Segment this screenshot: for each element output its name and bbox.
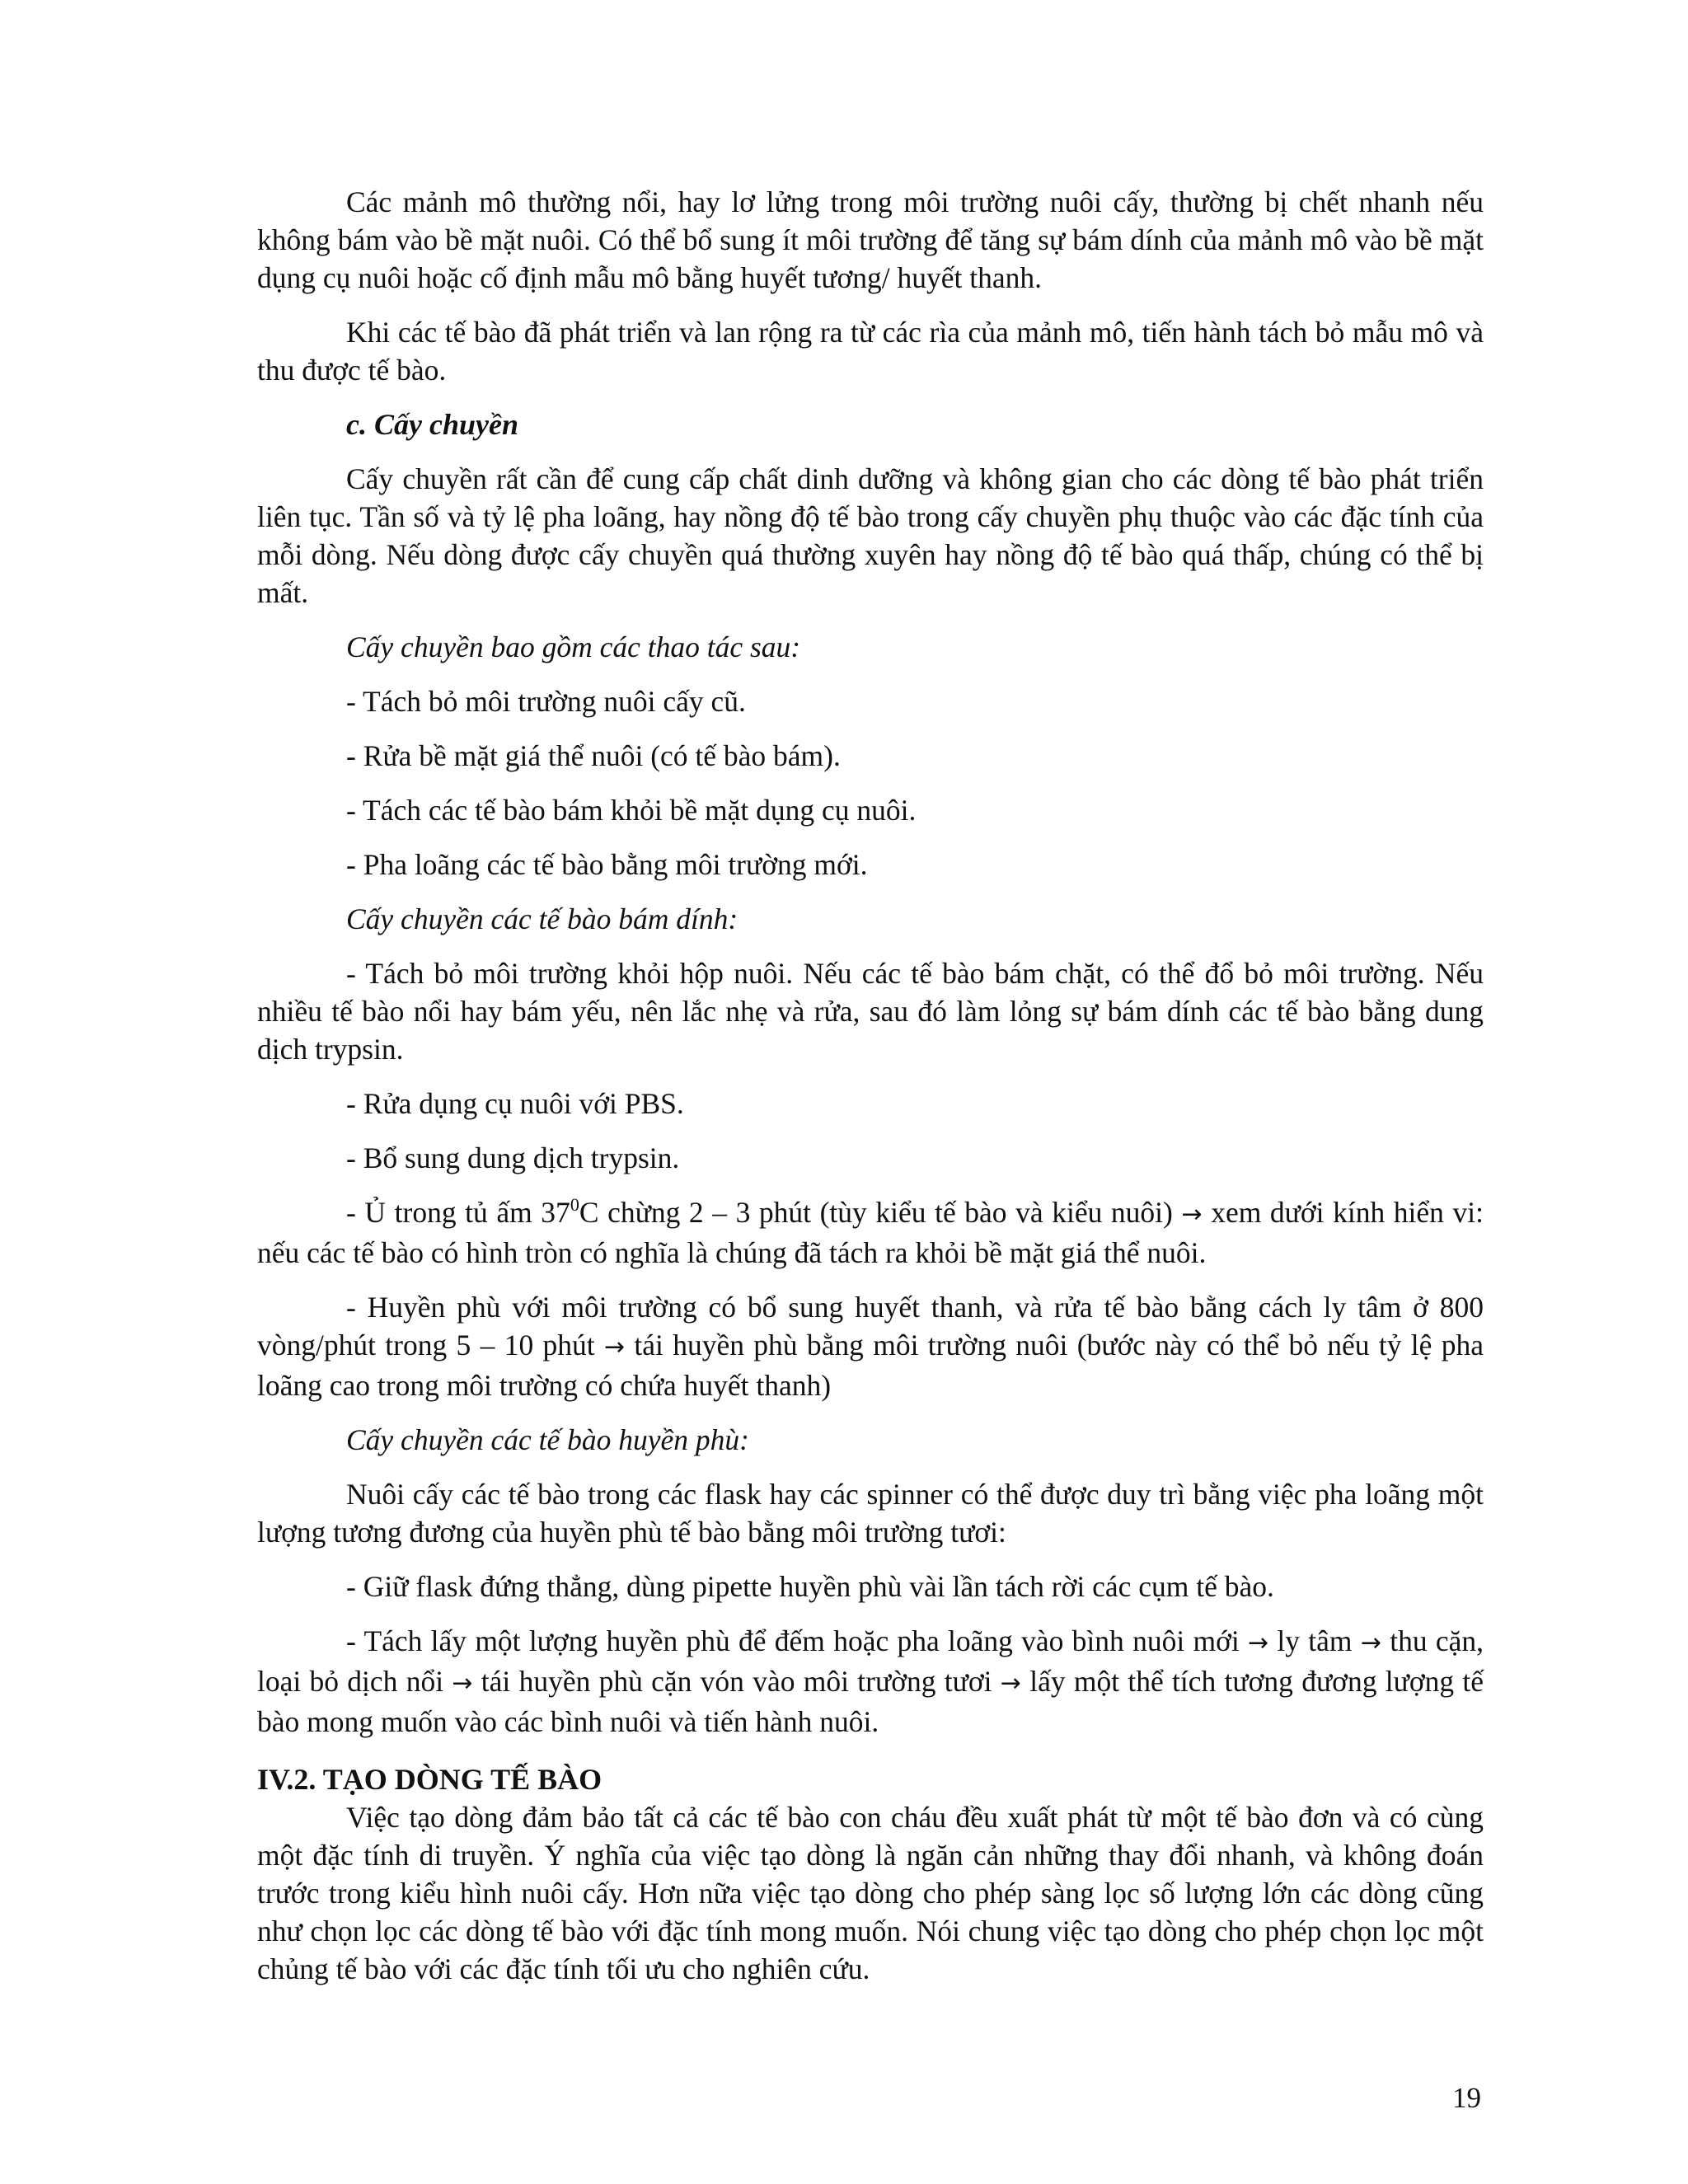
adherent-heading: Cấy chuyền các tế bào bám dính:: [346, 902, 738, 935]
section-heading-cloning: IV.2. TẠO DÒNG TẾ BÀO: [257, 1763, 603, 1796]
paragraph-cells-spread: Khi các tế bào đã phát triển và lan rộng ra từ các rìa của mảnh mô, tiến hành tách bỏ mẫu mô và thu được tế bào.: [257, 316, 1484, 387]
suspension-heading: Cấy chuyền các tế bào huyền phù:: [346, 1423, 749, 1456]
paragraph-cloning: Việc tạo dòng đảm bảo tất cả các tế bào con cháu đều xuất phát từ một tế bào đơn và có cùng một đặc tính di truyền. Ý nghĩa của việc tạo dòng là ngăn cản những thay đổi nhanh, và không đoán trước trong kiểu hình nuôi cấy. Hơn nữa việc tạo dòng cho phép sàng lọc số lượng lớn các dòng cũng như chọn lọc các dòng tế bào với đặc tính mong muốn. Nói chung việc tạo dòng cho phép chọn lọc một chủng tế bào với các đặc tính tối ưu cho nghiên cứu.: [257, 1801, 1484, 1985]
suspension-intro: Nuôi cấy các tế bào trong các flask hay các spinner có thể được duy trì bằng việc pha loãng một lượng tương đương của huyền phù tế bào bằng môi trường tươi:: [257, 1478, 1484, 1549]
ops-item: - Rửa bề mặt giá thể nuôi (có tế bào bám).: [346, 739, 841, 772]
suspension-step-dilute: - Tách lấy một lượng huyền phù để đếm hoặc pha loãng vào bình nuôi mới → ly tâm → thu cặn, loại bỏ dịch nổi → tái huyền phù cặn vón vào môi trường tươi → lấy một thể tích tương đương lượng tế bào mong muốn vào các bình nuôi và tiến hành nuôi.: [257, 1624, 1484, 1738]
arrow-right-icon: →: [1000, 1669, 1021, 1698]
adherent-step-remove-medium: - Tách bỏ môi trường khỏi hộp nuôi. Nếu các tế bào bám chặt, có thể đổ bỏ môi trường. Nếu nhiều tế bào nổi hay bám yếu, nên lắc nhẹ và rửa, sau đó làm lỏng sự bám dính các tế bào bằng dung dịch trypsin.: [257, 957, 1484, 1066]
page-number: 19: [1452, 2082, 1481, 2114]
ops-item: - Pha loãng các tế bào bằng môi trường mới.: [346, 848, 868, 881]
arrow-right-icon: →: [603, 1333, 626, 1361]
arrow-right-icon: →: [1360, 1629, 1381, 1657]
paragraph-subculture-intro: Cấy chuyền rất cần để cung cấp chất dinh dưỡng và không gian cho các dòng tế bào phát triển liên tục. Tần số và tỷ lệ pha loãng, hay nồng độ tế bào trong cấy chuyền phụ thuộc vào các đặc tính của mỗi dòng. Nếu dòng được cấy chuyền quá thường xuyên hay nồng độ tế bào quá thấp, chúng có thể bị mất.: [257, 462, 1484, 609]
adherent-step-rinse: - Rửa dụng cụ nuôi với PBS.: [346, 1087, 684, 1120]
adherent-step-suspend: - Huyền phù với môi trường có bổ sung huyết thanh, và rửa tế bào bằng cách ly tâm ở 800 vòng/phút trong 5 – 10 phút → tái huyền phù bằng môi trường nuôi (bước này có thể bỏ nếu tỷ lệ pha loãng cao trong môi trường có chứa huyết thanh): [257, 1291, 1484, 1402]
adherent-step-incubate: - Ủ trong tủ ấm $37^0C$ chừng 2 – 3 phút (tùy kiểu tế bào và kiểu nuôi) → xem dưới kính hiển vi: nếu các tế bào có hình tròn có nghĩa là chúng đã tách ra khỏi bề mặt giá thể nuôi.: [257, 1194, 1484, 1269]
ops-item: - Tách các tế bào bám khỏi bề mặt dụng cụ nuôi.: [346, 794, 917, 827]
arrow-right-icon: →: [452, 1669, 473, 1698]
subheading-subculture: c. Cấy chuyền: [346, 408, 518, 441]
degree-superscript: 0: [570, 1194, 579, 1215]
arrow-right-icon: →: [1247, 1629, 1269, 1657]
ops-heading: Cấy chuyền bao gồm các thao tác sau:: [346, 630, 801, 663]
arrow-right-icon: →: [1181, 1200, 1203, 1229]
adherent-step-trypsin: - Bổ sung dung dịch trypsin.: [346, 1141, 680, 1174]
paragraph-tissue-floating: Các mảnh mô thường nổi, hay lơ lửng trong môi trường nuôi cấy, thường bị chết nhanh nếu không bám vào bề mặt nuôi. Có thể bổ sung ít môi trường để tăng sự bám dính của mảnh mô vào bề mặt dụng cụ nuôi hoặc cố định mẫu mô bằng huyết tương/ huyết thanh.: [257, 185, 1484, 294]
suspension-step-flask: - Giữ flask đứng thẳng, dùng pipette huyền phù vài lần tách rời các cụm tế bào.: [346, 1570, 1274, 1603]
page-content: [257, 183, 1484, 1988]
ops-item: - Tách bỏ môi trường nuôi cấy cũ.: [346, 685, 746, 718]
